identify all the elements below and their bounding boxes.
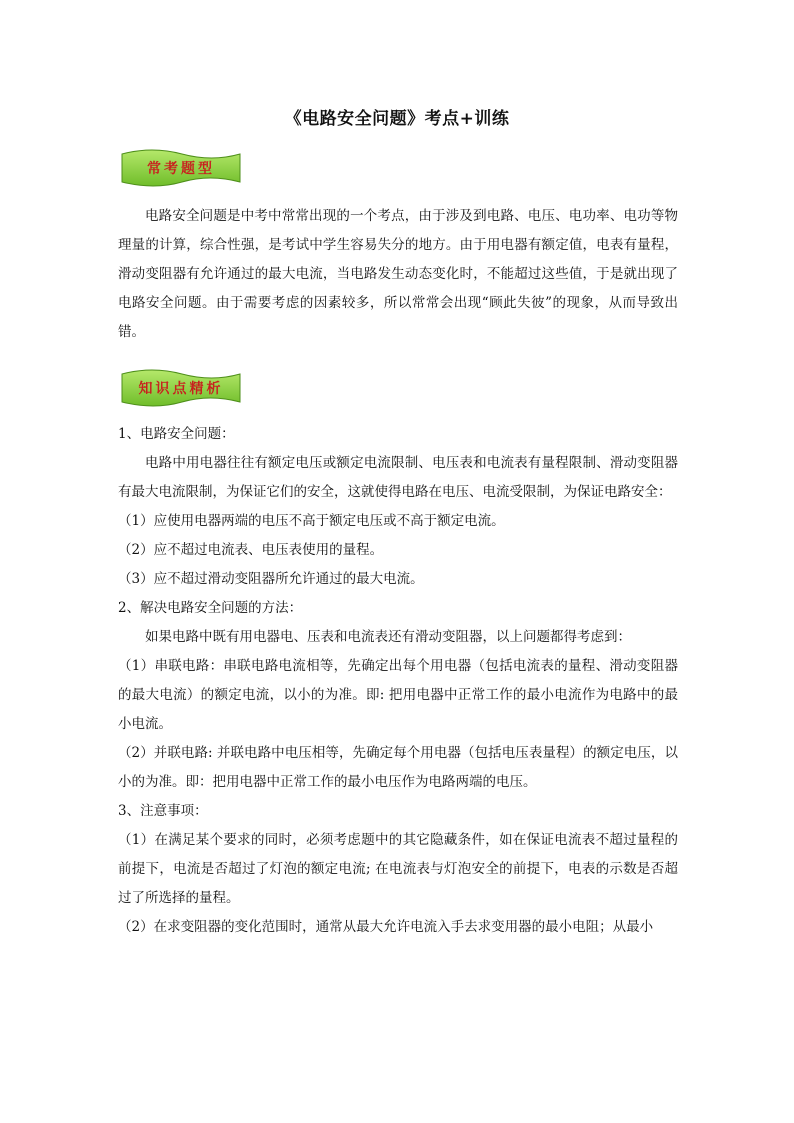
section1-item: （3）应不超过滑动变阻器所允许通过的最大电流。	[118, 571, 424, 587]
banner-common-types	[120, 148, 242, 190]
section1-heading: 1、电路安全问题：	[118, 426, 235, 442]
knowledge-section	[118, 420, 678, 942]
section2-item: （1）串联电路：串联电路电流相等，先确定出每个用电器（包括电流表的量程、滑动变阻器的最大电流）的额定电流，以小的为准。即: 把用电器中正常工作的最小电流作为电路中的最小电流。	[118, 658, 678, 732]
section2-heading: 2、解决电路安全问题的方法：	[118, 600, 303, 616]
section2-paragraph: 如果电路中既有用电器电、压表和电流表还有滑动变阻器，以上问题都得考虑到：	[145, 629, 631, 645]
section3-item: （1）在满足某个要求的同时，必须考虑题中的其它隐藏条件，如在保证电流表不超过量程的前提下，电流是否超过了灯泡的额定电流; 在电流表与灯泡安全的前提下，电表的示数是否超过了所选择的量程。	[118, 832, 678, 906]
section1-item: （1）应使用电器两端的电压不高于额定电压或不高于额定电流。	[118, 513, 505, 529]
page-title: 《电路安全问题》考点+训练	[284, 109, 510, 129]
section3-item: （2）在求变阻器的变化范围时，通常从最大允许电流入手去求变用器的最小电阻；从最小	[118, 919, 654, 935]
section1-item: （2）应不超过电流表、电压表使用的量程。	[118, 542, 384, 558]
intro-paragraph: 电路安全问题是中考中常常出现的一个考点，由于涉及到电路、电压、电功率、电功等物理量的计算，综合性强，是考试中学生容易失分的地方。由于用电器有额定值，电表有量程，滑动变阻器有允许通过的最大电流，当电路发生动态变化时，不能超过这些值，于是就出现了电路安全问题。由于需要考虑的因素较多，所以常常会出现“顾此失彼”的现象，从而导致出错。	[118, 208, 678, 340]
section1-paragraph: 电路中用电器往往有额定电压或额定电流限制、电压表和电流表有量程限制、滑动变阻器有最大电流限制，为保证它们的安全，这就使得电路在电压、电流受限制，为保证电路安全：	[118, 455, 678, 500]
intro-section	[118, 202, 678, 347]
banner-label: 常考题型	[147, 161, 215, 177]
banner-knowledge-analysis	[120, 368, 242, 410]
section3-heading: 3、注意事项：	[118, 803, 208, 819]
section2-item: （2）并联电路: 并联电路中电压相等，先确定每个用电器（包括电压表量程）的额定电压，以小的为准。即：把用电器中正常工作的最小电压作为电路两端的电压。	[118, 745, 678, 790]
banner-label: 知识点精析	[138, 381, 224, 397]
